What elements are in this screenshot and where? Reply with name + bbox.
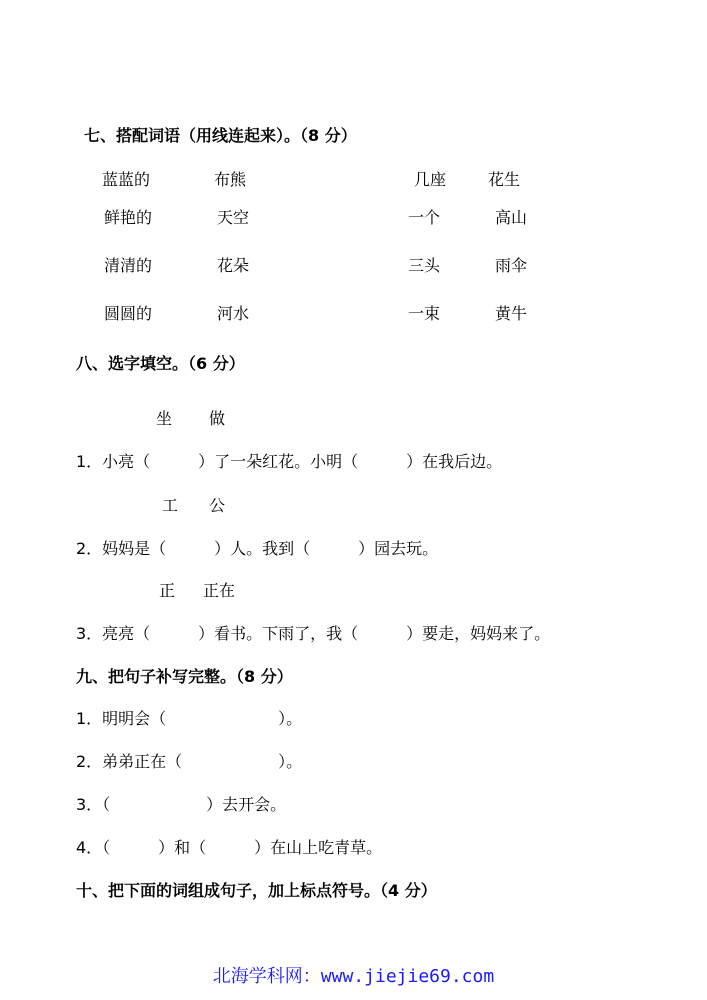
choice-2a: 工 bbox=[162, 496, 179, 515]
word-left-a-4: 圆圆的 bbox=[104, 304, 153, 323]
word-right-a-4: 一束 bbox=[408, 304, 441, 323]
word-left-a-1: 蓝蓝的 bbox=[102, 170, 151, 189]
complete-sentence-4: 4．（ ）和（ ）在山上吃青草。 bbox=[76, 838, 383, 857]
word-left-b-1: 布熊 bbox=[214, 170, 247, 189]
word-left-a-2: 鲜艳的 bbox=[104, 208, 153, 227]
word-right-b-3: 雨伞 bbox=[495, 256, 528, 275]
section-7-heading: 七、搭配词语（用线连起来）。（8 分） bbox=[84, 126, 357, 145]
fill-sentence-2: 2．妈妈是（ ）人。我到（ ）园去玩。 bbox=[76, 539, 439, 558]
word-left-b-3: 花朵 bbox=[217, 256, 250, 275]
choice-3a: 正 bbox=[159, 581, 176, 600]
choice-1a: 坐 bbox=[156, 409, 173, 428]
word-right-b-1: 花生 bbox=[488, 170, 521, 189]
section-10-heading: 十、把下面的词组成句子，加上标点符号。（4 分） bbox=[76, 881, 437, 900]
choice-3b: 正在 bbox=[203, 581, 236, 600]
fill-sentence-1: 1．小亮（ ）了一朵红花。小明（ ）在我后边。 bbox=[76, 452, 503, 471]
section-8-heading: 八、选字填空。（6 分） bbox=[76, 354, 245, 373]
choice-2b: 公 bbox=[209, 496, 226, 515]
complete-sentence-3: 3．（ ）去开会。 bbox=[76, 795, 287, 814]
word-right-a-2: 一个 bbox=[408, 208, 441, 227]
word-left-b-2: 天空 bbox=[217, 208, 250, 227]
word-right-a-3: 三头 bbox=[408, 256, 441, 275]
word-left-a-3: 清清的 bbox=[104, 256, 153, 275]
choice-1b: 做 bbox=[209, 409, 226, 428]
complete-sentence-2: 2．弟弟正在（ ）。 bbox=[76, 752, 303, 771]
word-left-b-4: 河水 bbox=[217, 304, 250, 323]
word-right-b-2: 高山 bbox=[495, 208, 528, 227]
complete-sentence-1: 1．明明会（ ）。 bbox=[76, 709, 303, 728]
word-right-a-1: 几座 bbox=[414, 170, 447, 189]
fill-sentence-3: 3．亮亮（ ）看书。下雨了，我（ ）要走，妈妈来了。 bbox=[76, 624, 551, 643]
word-right-b-4: 黄牛 bbox=[495, 304, 528, 323]
footer-watermark bbox=[0, 965, 707, 989]
footer-url[interactable]: www.jiejie69.com bbox=[320, 966, 495, 987]
section-9-heading: 九、把句子补写完整。（8 分） bbox=[76, 667, 293, 686]
footer-site-name: 北海学科网： bbox=[212, 966, 321, 987]
